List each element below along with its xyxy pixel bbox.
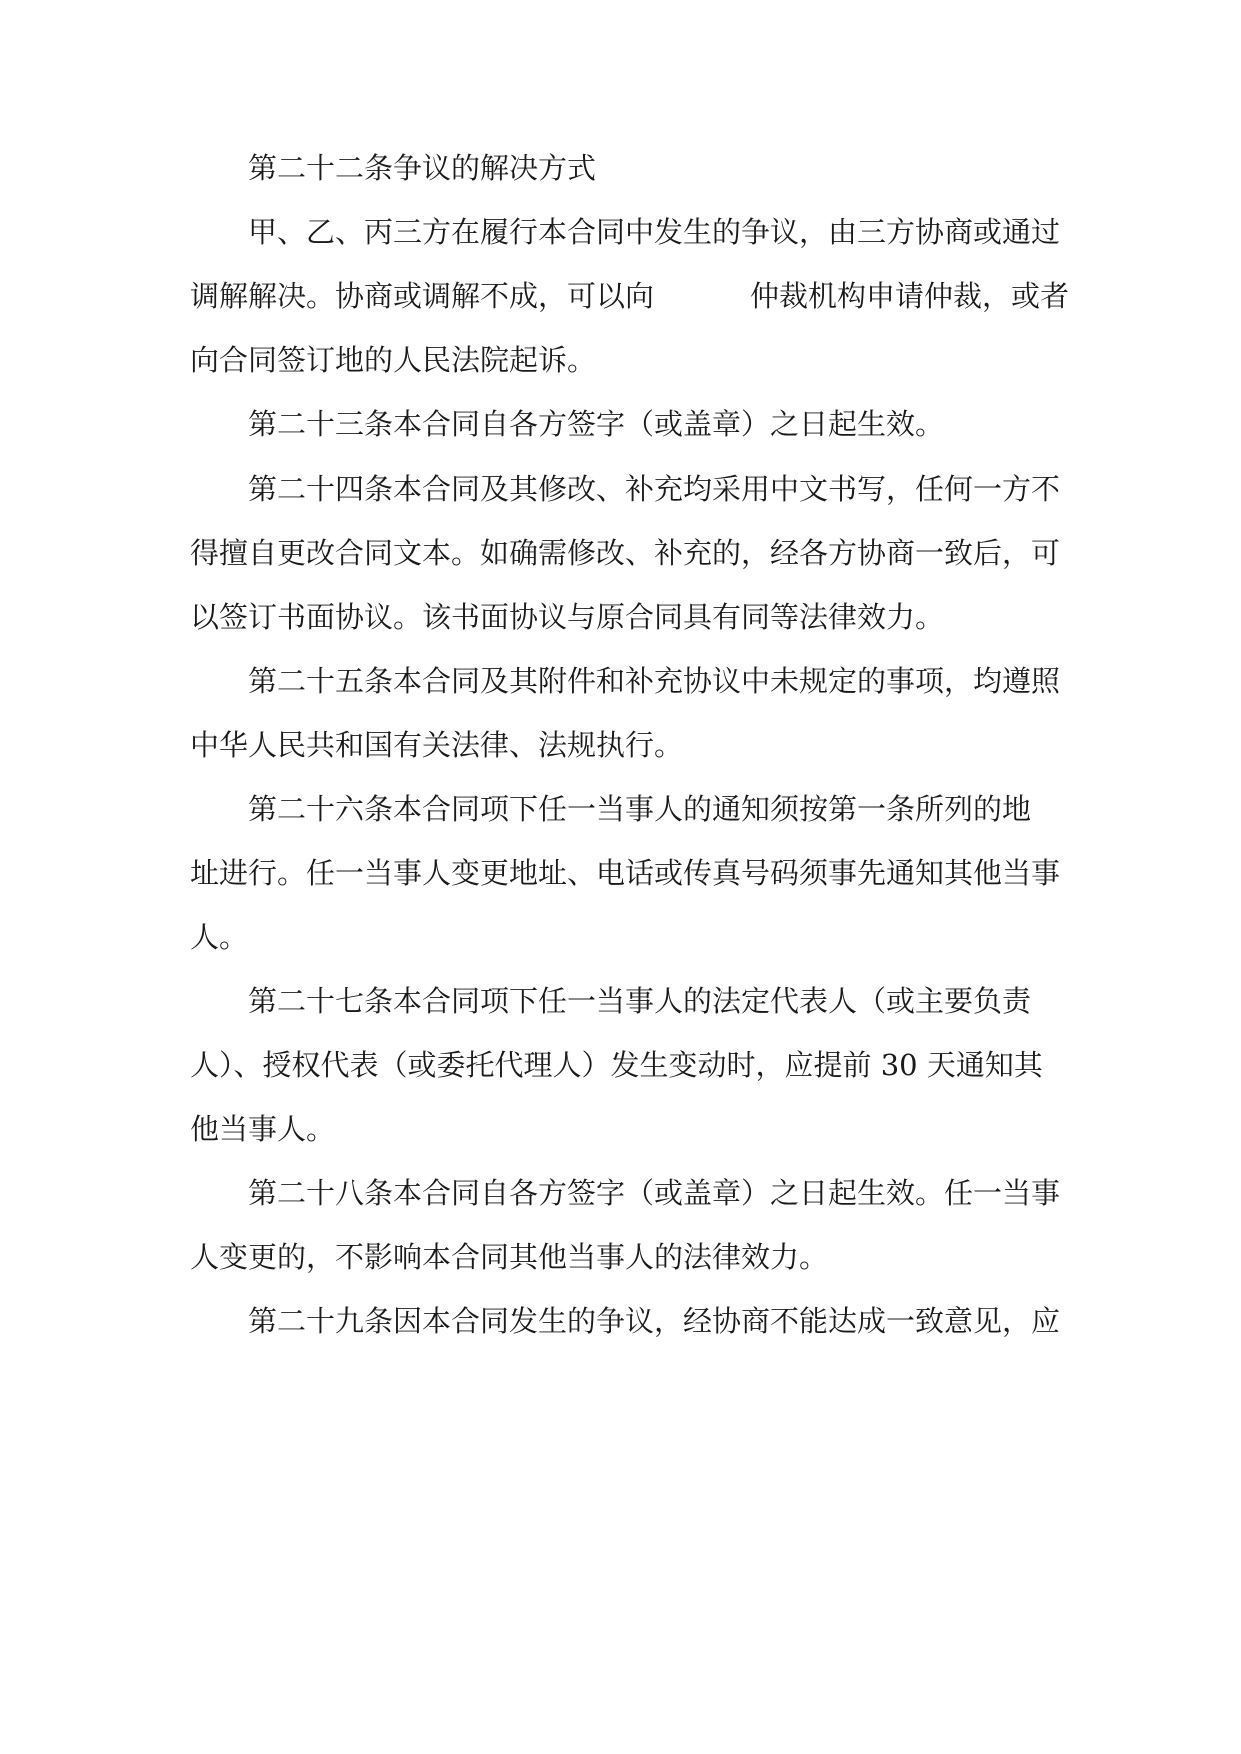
article-29-line-1: 第二十九条因本合同发生的争议，经协商不能达成一致意见，应	[248, 1304, 1061, 1338]
article-22-line-2-part-1: 调解解决。协商或调解不成，可以向	[190, 279, 655, 313]
article-27-line-3: 他当事人。	[190, 1112, 336, 1146]
article-25-line-2: 中华人民共和国有关法律、法规执行。	[190, 728, 684, 762]
article-25-line-1: 第二十五条本合同及其附件和补充协议中未规定的事项，均遵照	[248, 664, 1061, 698]
article-22-line-3: 向合同签订地的人民法院起诉。	[190, 343, 597, 377]
article-22-line-1: 甲、乙、丙三方在履行本合同中发生的争议，由三方协商或通过	[248, 215, 1061, 249]
article-26-line-1: 第二十六条本合同项下任一当事人的通知须按第一条所列的地	[248, 792, 1032, 826]
article-22-line-2	[190, 276, 1069, 316]
article-22-heading: 第二十二条争议的解决方式	[248, 151, 597, 185]
article-28-line-2: 人变更的，不影响本合同其他当事人的法律效力。	[190, 1240, 829, 1274]
article-26-line-2: 址进行。任一当事人变更地址、电话或传真号码须事先通知其他当事	[190, 856, 1061, 890]
article-28-line-1: 第二十八条本合同自各方签字（或盖章）之日起生效。任一当事	[248, 1176, 1061, 1210]
article-27-line-1: 第二十七条本合同项下任一当事人的法定代表人（或主要负责	[248, 984, 1032, 1018]
article-26-line-3: 人。	[190, 920, 249, 954]
article-27-line-2: 人）、授权代表（或委托代理人）发生变动时，应提前 30 天通知其	[190, 1048, 1043, 1082]
article-22-line-2-part-2: 仲裁机构申请仲裁，或者	[750, 279, 1070, 313]
article-23-line-1: 第二十三条本合同自各方签字（或盖章）之日起生效。	[248, 407, 945, 441]
article-24-line-3: 以签订书面协议。该书面协议与原合同具有同等法律效力。	[190, 600, 945, 634]
article-24-line-2: 得擅自更改合同文本。如确需修改、补充的，经各方协商一致后，可	[190, 536, 1061, 570]
article-24-line-1: 第二十四条本合同及其修改、补充均采用中文书写，任何一方不	[248, 472, 1061, 506]
